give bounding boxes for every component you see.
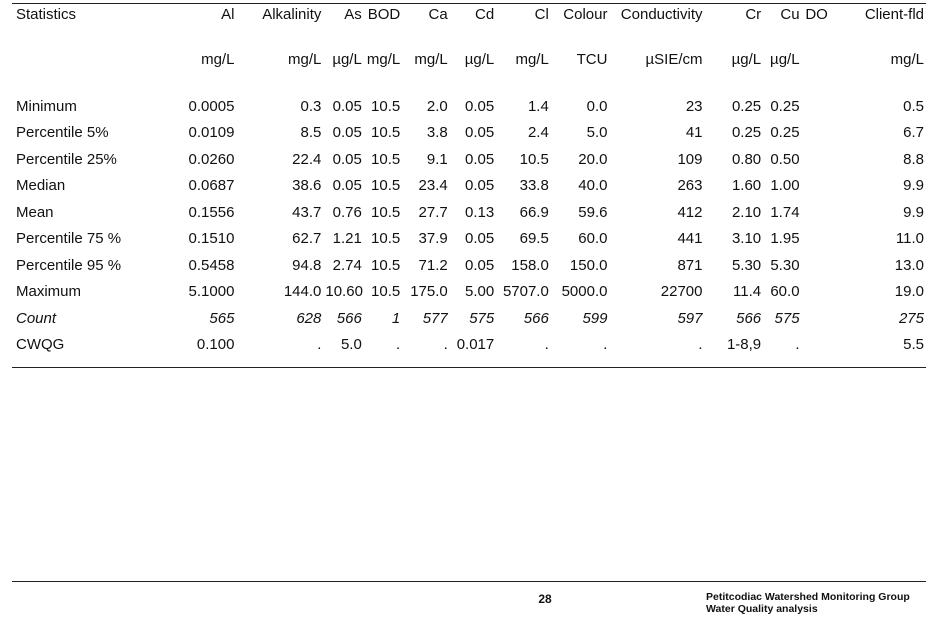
table-cell <box>802 226 830 253</box>
table-cell: 441 <box>677 230 703 248</box>
table-cell: 10.5 <box>371 256 401 274</box>
table-cell <box>802 93 830 120</box>
column-header: Ca <box>428 6 448 23</box>
table-cell: 69.5 <box>519 230 549 248</box>
table-cell: . <box>317 336 322 354</box>
table-cell <box>802 305 830 332</box>
table-cell: 5.00 <box>465 283 495 301</box>
table-cell: 575 <box>774 309 800 327</box>
table-cell: 275 <box>898 309 924 327</box>
table-cell: 1-8,9 <box>726 336 762 354</box>
table-cell: 8.5 <box>300 124 322 142</box>
table-row <box>12 332 926 359</box>
table-cell: 10.5 <box>371 230 401 248</box>
unit-cell: mg/L <box>288 50 322 68</box>
unit-cell <box>802 29 830 79</box>
units-row <box>12 29 926 79</box>
row-label: Maximum <box>16 283 82 301</box>
table-cell: 10.5 <box>371 124 401 142</box>
footer-report-title: Water Quality analysis <box>706 603 818 615</box>
table-cell: 1.95 <box>770 230 800 248</box>
table-cell: 0.0005 <box>188 97 235 115</box>
column-header: Client-fld <box>864 6 924 23</box>
table-cell: 10.5 <box>371 97 401 115</box>
table-cell: 5.30 <box>770 256 800 274</box>
table-row <box>12 146 926 173</box>
table-cell <box>802 279 830 306</box>
table-cell: 2.0 <box>426 97 448 115</box>
table-cell: 0.80 <box>731 150 762 168</box>
table-cell: 3.10 <box>731 230 762 248</box>
table-cell: 1.4 <box>527 97 549 115</box>
table-cell: 11.0 <box>895 230 924 248</box>
row-label: Percentile 75 % <box>16 230 122 248</box>
table-cell: 1.00 <box>770 177 800 195</box>
table-cell: 144.0 <box>283 283 322 301</box>
spacer-row <box>12 79 926 93</box>
table-cell: 0.13 <box>465 203 495 221</box>
table-cell: 109 <box>677 150 703 168</box>
table-cell: 23 <box>685 97 703 115</box>
table-cell: 13.0 <box>894 256 924 274</box>
unit-cell: µSIE/cm <box>645 50 703 68</box>
row-label: Median <box>16 177 66 195</box>
table-cell: 19.0 <box>894 283 924 301</box>
table-cell: 10.60 <box>325 283 363 301</box>
table-cell: . <box>795 336 800 354</box>
table-cell: 0.5458 <box>188 256 235 274</box>
table-cell: 175.0 <box>410 283 448 301</box>
table-row <box>12 279 926 306</box>
table-cell: 2.4 <box>527 124 549 142</box>
table-cell: 22.4 <box>292 150 322 168</box>
table-cell: 10.5 <box>371 150 401 168</box>
table-cell: 60.0 <box>770 283 800 301</box>
table-cell: 40.0 <box>578 177 608 195</box>
table-cell: 5.1000 <box>188 283 235 301</box>
unit-cell: µg/L <box>332 50 362 68</box>
unit-cell: mg/L <box>515 50 549 68</box>
table-cell: 0.0687 <box>188 177 235 195</box>
table-cell <box>802 332 830 359</box>
table-cell: . <box>698 336 703 354</box>
unit-cell: mg/L <box>366 50 401 68</box>
table-cell: 94.8 <box>292 256 322 274</box>
table-cell: 565 <box>209 309 235 327</box>
table-cell: 412 <box>677 203 703 221</box>
table-cell: 577 <box>422 309 448 327</box>
table-cell: 1 <box>391 309 401 327</box>
table-cell: 0.25 <box>731 124 762 142</box>
table-cell: 628 <box>296 309 322 327</box>
table-cell: 0.05 <box>332 177 362 195</box>
table-cell: 60.0 <box>578 230 608 248</box>
footer-organization <box>706 591 910 615</box>
table-cell: 0.76 <box>332 203 362 221</box>
table-cell: 150.0 <box>569 256 608 274</box>
table-row <box>12 305 926 332</box>
table-cell: 0.05 <box>465 150 495 168</box>
table-cell: 0.05 <box>465 124 495 142</box>
table-cell: 575 <box>469 309 495 327</box>
column-header: Colour <box>563 6 608 23</box>
unit-cell: mg/L <box>890 50 924 68</box>
row-label: CWQG <box>16 336 65 354</box>
row-label: Percentile 95 % <box>16 256 122 274</box>
table-cell: 43.7 <box>292 203 322 221</box>
table-cell: 597 <box>677 309 703 327</box>
column-header-row <box>12 6 926 29</box>
table-cell: 10.5 <box>371 283 401 301</box>
table-cell: 71.2 <box>418 256 448 274</box>
table-cell: 5.30 <box>731 256 762 274</box>
unit-cell: µg/L <box>464 50 495 68</box>
row-label: Count <box>16 309 57 327</box>
table-cell: 10.5 <box>519 150 549 168</box>
table-cell: 8.8 <box>903 150 924 168</box>
table-cell: 0.25 <box>731 97 762 115</box>
table-cell: 41 <box>685 124 703 142</box>
unit-cell: mg/L <box>414 50 448 68</box>
table-cell: 0.1556 <box>188 203 235 221</box>
table-cell: 59.6 <box>578 203 608 221</box>
table-cell: 0.05 <box>332 150 362 168</box>
table-cell: 37.9 <box>418 230 448 248</box>
table-cell <box>802 199 830 226</box>
table-cell: 0.05 <box>465 177 495 195</box>
table-cell: 66.9 <box>519 203 549 221</box>
table-cell: 11.4 <box>733 283 762 301</box>
table-cell: 5.5 <box>903 336 924 354</box>
table-cell: 0.05 <box>465 256 495 274</box>
table-cell: 599 <box>582 309 608 327</box>
table-cell: 9.9 <box>903 177 924 195</box>
table-cell: 20.0 <box>578 150 608 168</box>
table-cell: 10.5 <box>371 177 401 195</box>
table-cell: 263 <box>677 177 703 195</box>
column-header: Statistics <box>16 6 77 23</box>
table-cell: 2.10 <box>731 203 762 221</box>
table-row <box>12 173 926 200</box>
table-cell: . <box>443 336 448 354</box>
footer-rule <box>12 581 926 582</box>
row-label: Percentile 25% <box>16 150 117 168</box>
column-header: As <box>344 6 362 23</box>
table-bottom-rule <box>12 367 926 368</box>
footer-org-name: Petitcodiac Watershed Monitoring Group <box>706 591 910 603</box>
column-header: DO <box>805 6 828 23</box>
table-cell <box>802 146 830 173</box>
column-header: BOD <box>367 6 401 23</box>
table-cell: 22700 <box>660 283 703 301</box>
unit-cell: µg/L <box>770 50 800 68</box>
table-row <box>12 252 926 279</box>
table-cell: 0.50 <box>770 150 800 168</box>
table-cell: 1.74 <box>770 203 800 221</box>
table-cell: 5.0 <box>340 336 362 354</box>
table-cell: 5.0 <box>586 124 608 142</box>
table-cell: 23.4 <box>418 177 448 195</box>
table-cell: . <box>603 336 608 354</box>
table-cell: 566 <box>523 309 549 327</box>
table-cell: 3.8 <box>426 124 448 142</box>
table-cell: 0.0109 <box>188 124 235 142</box>
table-cell: 1.60 <box>731 177 762 195</box>
table-cell <box>802 252 830 279</box>
table-cell: . <box>544 336 549 354</box>
table-cell: 38.6 <box>292 177 322 195</box>
table-cell: 9.1 <box>426 150 448 168</box>
table-cell: 871 <box>677 256 703 274</box>
table-cell: 6.7 <box>903 124 924 142</box>
table-row <box>12 199 926 226</box>
table-cell <box>802 173 830 200</box>
table-cell: 9.9 <box>903 203 924 221</box>
column-header: Al <box>221 6 235 23</box>
column-header: Cd <box>475 6 495 23</box>
column-header: Cr <box>745 6 762 23</box>
unit-cell <box>12 29 164 79</box>
table-cell: 0.05 <box>332 124 362 142</box>
table-cell: 158.0 <box>511 256 549 274</box>
row-label: Minimum <box>16 97 77 115</box>
table-cell: 5000.0 <box>561 283 608 301</box>
table-cell: 0.25 <box>770 97 800 115</box>
table-cell: 0.0260 <box>188 150 235 168</box>
table-cell: 566 <box>336 309 362 327</box>
table-cell: 1.21 <box>332 230 362 248</box>
table-cell: 0.017 <box>456 336 495 354</box>
unit-cell: TCU <box>576 50 608 68</box>
page-number: 28 <box>538 592 552 606</box>
statistics-table <box>12 6 926 358</box>
table-cell: 566 <box>736 309 762 327</box>
table-cell: 0.5 <box>903 97 924 115</box>
row-label: Mean <box>16 203 54 221</box>
table-cell: 62.7 <box>292 230 322 248</box>
table-cell: 10.5 <box>371 203 401 221</box>
table-cell: 0.05 <box>465 97 495 115</box>
column-header: Cl <box>534 6 549 23</box>
row-label: Percentile 5% <box>16 124 109 142</box>
table-cell: . <box>396 336 401 354</box>
table-cell: 0.100 <box>196 336 235 354</box>
column-header: Cu <box>780 6 800 23</box>
table-row <box>12 93 926 120</box>
table-cell: 0.3 <box>300 97 322 115</box>
table-cell: 0.05 <box>332 97 362 115</box>
column-header: Conductivity <box>620 6 703 23</box>
table-cell: 33.8 <box>519 177 549 195</box>
unit-cell: µg/L <box>731 50 762 68</box>
table-row <box>12 226 926 253</box>
column-header: Alkalinity <box>262 6 322 23</box>
table-cell: 0.0 <box>586 97 608 115</box>
table-cell: 0.05 <box>465 230 495 248</box>
unit-cell: mg/L <box>201 50 235 68</box>
table-cell: 5707.0 <box>502 283 549 301</box>
table-cell: 27.7 <box>418 203 448 221</box>
table-cell: 0.25 <box>770 124 800 142</box>
table-row <box>12 120 926 147</box>
table-cell <box>802 120 830 147</box>
table-cell: 2.74 <box>332 256 362 274</box>
table-cell: 0.1510 <box>188 230 235 248</box>
top-rule <box>12 3 926 4</box>
